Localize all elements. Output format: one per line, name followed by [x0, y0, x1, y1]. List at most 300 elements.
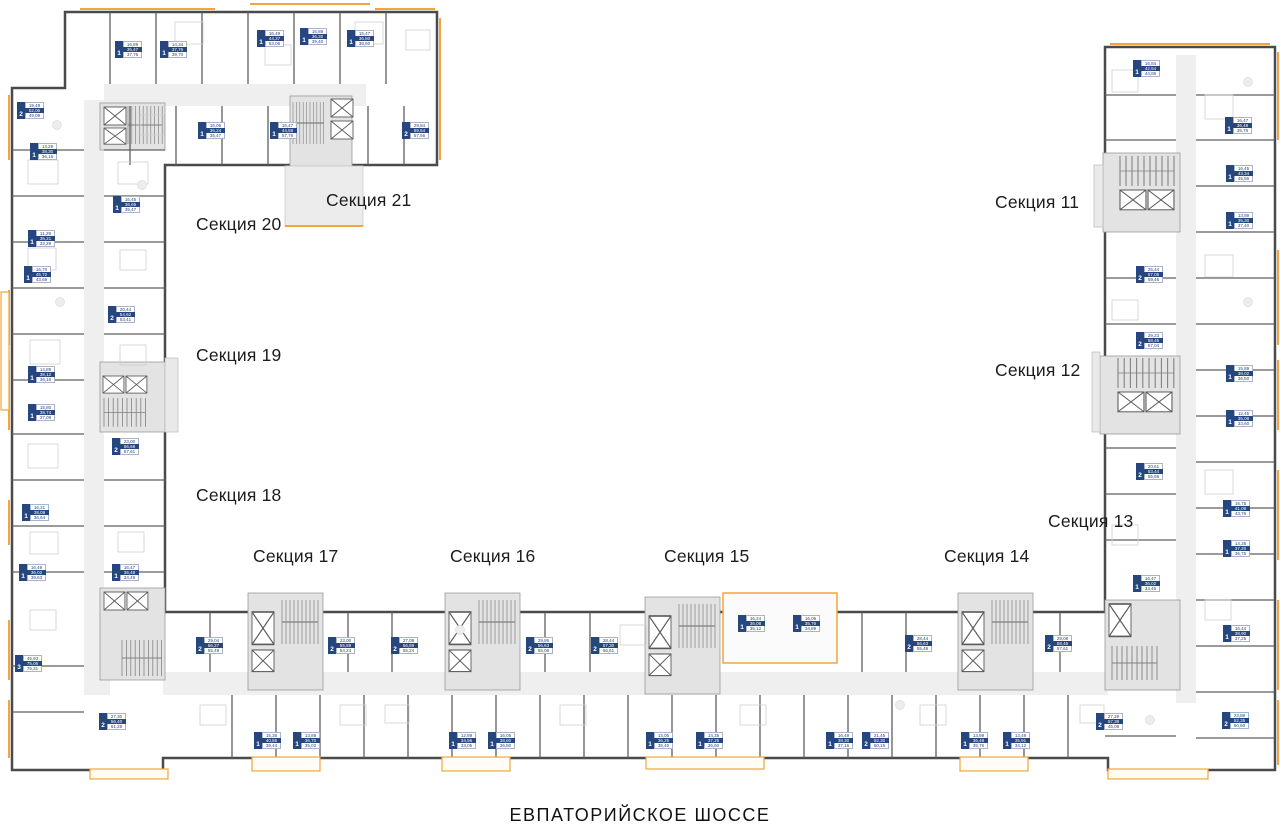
unit-areas — [1230, 712, 1249, 729]
unit-area-living: 16,45 — [121, 196, 140, 202]
street-label: ЕВПАТОРИЙСКОЕ ШОССЕ — [509, 805, 771, 825]
unit-area-with-balcony: 34,89 — [801, 626, 820, 632]
unit-areas — [1011, 732, 1030, 749]
unit-area-living: 14,35 — [1231, 540, 1250, 546]
unit-rooms-count: 2 — [391, 637, 399, 654]
unit-area-with-balcony: 39,40 — [308, 39, 327, 45]
unit-area-living: 11,29 — [36, 230, 55, 236]
unit-badge[interactable] — [15, 655, 42, 672]
unit-area-total: 35,47 — [123, 47, 142, 53]
unit-areas — [1104, 713, 1123, 730]
unit-area-living: 15,89 — [1234, 365, 1253, 371]
unit-area-with-balcony: 43,69 — [32, 277, 51, 283]
unit-badge[interactable] — [391, 637, 418, 654]
unit-area-total: 56,40 — [107, 719, 126, 725]
unit-badge[interactable] — [1222, 712, 1249, 729]
unit-rooms-count: 2 — [1136, 266, 1144, 283]
unit-badge[interactable] — [1226, 165, 1253, 182]
unit-area-total: 42,54 — [1141, 66, 1160, 72]
unit-area-living: 23,00 — [120, 438, 139, 444]
unit-area-total: 36,48 — [969, 738, 988, 744]
unit-area-total: 38,30 — [38, 149, 57, 155]
unit-area-total: 36,48 — [1233, 123, 1252, 129]
unit-badge[interactable] — [1136, 266, 1163, 283]
unit-rooms-count: 1 — [1223, 500, 1231, 517]
unit-area-with-balcony: 36,50 — [1234, 376, 1253, 382]
unit-area-living: 16,47 — [120, 564, 139, 570]
unit-areas — [801, 615, 820, 632]
unit-badge[interactable] — [1223, 540, 1250, 557]
unit-area-total: 38,02 — [1234, 371, 1253, 377]
unit-areas — [1141, 575, 1160, 592]
unit-rooms-count: 1 — [28, 366, 36, 383]
unit-area-with-balcony: 35,76 — [1233, 128, 1252, 134]
unit-areas — [36, 230, 55, 247]
unit-areas — [1234, 410, 1253, 427]
unit-areas — [1144, 266, 1163, 283]
unit-area-total: 56,89 — [399, 643, 418, 649]
unit-areas — [25, 102, 44, 119]
unit-rooms-count: 1 — [293, 732, 301, 749]
unit-area-with-balcony: 34,12 — [1011, 743, 1030, 749]
unit-area-total: 36,30 — [308, 34, 327, 40]
unit-area-living: 14,35 — [704, 732, 723, 738]
unit-rooms-count: 1 — [1226, 165, 1234, 182]
unit-area-living: 19,48 — [25, 102, 44, 108]
unit-rooms-count: 1 — [19, 564, 27, 581]
unit-area-with-balcony: 36,60 — [704, 743, 723, 749]
unit-area-total: 35,30 — [1234, 218, 1253, 224]
unit-area-living: 15,80 — [36, 404, 55, 410]
unit-areas — [870, 732, 889, 749]
unit-area-with-balcony: 35,47 — [206, 133, 225, 139]
unit-areas — [168, 41, 187, 58]
unit-areas — [120, 564, 139, 581]
unit-rooms-count: 1 — [826, 732, 834, 749]
unit-area-with-balcony: 37,09 — [36, 415, 55, 421]
unit-rooms-count: 2 — [905, 635, 913, 652]
unit-areas — [410, 122, 429, 139]
unit-rooms-count: 1 — [1226, 410, 1234, 427]
unit-rooms-count: 2 — [328, 637, 336, 654]
unit-area-living: 29,04 — [204, 637, 223, 643]
unit-area-total: 38,12 — [36, 372, 55, 378]
unit-badge[interactable] — [1133, 575, 1160, 592]
unit-area-living: 15,47 — [355, 30, 374, 36]
unit-badge[interactable] — [108, 306, 135, 323]
unit-area-living: 29,84 — [410, 122, 429, 128]
unit-badge[interactable] — [1223, 500, 1250, 517]
unit-area-with-balcony: 50,60 — [1230, 723, 1249, 729]
unit-area-total: 40,85 — [262, 738, 281, 744]
unit-badge[interactable] — [328, 637, 355, 654]
unit-rooms-count: 1 — [488, 732, 496, 749]
unit-area-with-balcony: 57,61 — [120, 449, 139, 455]
unit-area-total: 36,08 — [746, 621, 765, 627]
unit-badge[interactable] — [17, 102, 44, 119]
unit-badge[interactable] — [112, 438, 139, 455]
unit-area-total: 56,68 — [120, 444, 139, 450]
unit-badge[interactable] — [646, 732, 673, 749]
unit-area-total: 35,08 — [1234, 416, 1253, 422]
unit-area-total: 36,25 — [654, 738, 673, 744]
unit-area-with-balcony: 57,56 — [410, 133, 429, 139]
unit-rooms-count: 2 — [99, 713, 107, 730]
unit-area-with-balcony: 33,60 — [1234, 421, 1253, 427]
unit-area-total: 56,63 — [913, 641, 932, 647]
unit-rooms-count: 1 — [257, 30, 265, 47]
unit-area-living: 16,47 — [1233, 117, 1252, 123]
unit-area-living: 25,44 — [1144, 266, 1163, 272]
unit-area-living: 16,05 — [496, 732, 515, 738]
unit-rooms-count: 1 — [1223, 540, 1231, 557]
unit-rooms-count: 2 — [1096, 713, 1104, 730]
unit-area-with-balcony: 55,24 — [399, 648, 418, 654]
unit-area-total: 36,65 — [121, 202, 140, 208]
section-label: Секция 13 — [1048, 511, 1134, 531]
unit-area-with-balcony: 38,60 — [355, 41, 374, 47]
section-label: Секция 16 — [450, 546, 536, 566]
unit-area-with-balcony: 35,02 — [301, 743, 320, 749]
unit-rooms-count: 1 — [696, 732, 704, 749]
unit-area-total: 52,30 — [870, 738, 889, 744]
unit-area-total: 36,70 — [301, 738, 320, 744]
unit-badge[interactable] — [112, 564, 139, 581]
unit-badge[interactable] — [402, 122, 429, 139]
unit-area-living: 16,45 — [1234, 165, 1253, 171]
unit-badge[interactable] — [862, 732, 889, 749]
section-label: Секция 19 — [196, 345, 282, 365]
unit-badge[interactable] — [1226, 212, 1253, 229]
unit-areas — [336, 637, 355, 654]
unit-rooms-count: 1 — [1223, 625, 1231, 642]
unit-area-total: 38,90 — [1231, 631, 1250, 637]
unit-area-living: 16,89 — [308, 28, 327, 34]
unit-areas — [30, 504, 49, 521]
unit-badge[interactable] — [28, 404, 55, 421]
unit-areas — [746, 615, 765, 632]
unit-area-with-balcony: 34,49 — [120, 575, 139, 581]
unit-badge[interactable] — [28, 366, 55, 383]
unit-areas — [265, 30, 284, 47]
unit-area-with-balcony: 39,70 — [168, 52, 187, 58]
unit-badge[interactable] — [196, 637, 223, 654]
unit-area-total: 45,72 — [32, 272, 51, 278]
unit-areas — [1053, 635, 1072, 652]
unit-areas — [301, 732, 320, 749]
unit-badge[interactable] — [160, 41, 187, 58]
unit-areas — [1234, 212, 1253, 229]
unit-badge[interactable] — [1136, 332, 1163, 349]
unit-rooms-count: 1 — [646, 732, 654, 749]
unit-area-living: 14,89 — [36, 366, 55, 372]
unit-badge[interactable] — [961, 732, 988, 749]
unit-areas — [1233, 117, 1252, 134]
unit-areas — [308, 28, 327, 45]
section-label: Секция 12 — [995, 360, 1081, 380]
unit-area-with-balcony: 56,61 — [599, 648, 618, 654]
unit-area-with-balcony: 59,46 — [1144, 277, 1163, 283]
unit-area-living: 16,49 — [265, 30, 284, 36]
unit-area-total: 36,02 — [27, 570, 46, 576]
unit-area-with-balcony: 34,45 — [1141, 586, 1160, 592]
unit-badge[interactable] — [1096, 713, 1123, 730]
unit-badge[interactable] — [1223, 625, 1250, 642]
unit-area-with-balcony: 37,40 — [1234, 223, 1253, 229]
unit-area-living: 29,23 — [1144, 332, 1163, 338]
unit-area-total: 38,09 — [30, 510, 49, 516]
unit-areas — [204, 637, 223, 654]
unit-area-living: 16,49 — [834, 732, 853, 738]
unit-area-living: 12,89 — [457, 732, 476, 738]
unit-rooms-count: 2 — [591, 637, 599, 654]
unit-areas — [534, 637, 553, 654]
unit-badge[interactable] — [905, 635, 932, 652]
unit-badge[interactable] — [99, 713, 126, 730]
unit-area-living: 13,89 — [969, 732, 988, 738]
unit-area-with-balcony: 33,05 — [457, 743, 476, 749]
unit-rooms-count: 2 — [402, 122, 410, 139]
unit-area-total: 59,54 — [410, 128, 429, 134]
unit-areas — [120, 438, 139, 455]
unit-area-with-balcony: 39,63 — [27, 575, 46, 581]
unit-badge[interactable] — [1133, 60, 1160, 77]
unit-area-with-balcony: 44,85 — [1141, 71, 1160, 77]
unit-badge[interactable] — [1136, 463, 1163, 480]
unit-badge[interactable] — [19, 564, 46, 581]
unit-areas — [36, 404, 55, 421]
unit-area-living: 20,61 — [1144, 463, 1163, 469]
unit-area-with-balcony: 35,12 — [746, 626, 765, 632]
unit-area-living: 21,45 — [870, 732, 889, 738]
unit-badge[interactable] — [293, 732, 320, 749]
unit-rooms-count: 1 — [793, 615, 801, 632]
unit-area-total: 38,60 — [496, 738, 515, 744]
unit-badge[interactable] — [270, 122, 297, 139]
unit-areas — [654, 732, 673, 749]
unit-areas — [1234, 165, 1253, 182]
unit-areas — [1144, 332, 1163, 349]
unit-area-total: 56,63 — [534, 643, 553, 649]
unit-badge[interactable] — [591, 637, 618, 654]
unit-areas — [121, 196, 140, 213]
unit-areas — [1141, 60, 1160, 77]
unit-area-with-balcony: 53,06 — [265, 41, 284, 47]
unit-area-living: 28,44 — [913, 635, 932, 641]
unit-areas — [38, 143, 57, 160]
unit-areas — [32, 266, 51, 283]
unit-area-with-balcony: 35,76 — [969, 743, 988, 749]
unit-badge[interactable] — [1226, 410, 1253, 427]
unit-area-living: 23,89 — [1230, 712, 1249, 718]
unit-area-total: 37,20 — [1231, 546, 1250, 552]
unit-area-total: 54,62 — [116, 312, 135, 318]
unit-area-with-balcony: 54,24 — [336, 648, 355, 654]
unit-badge[interactable] — [257, 30, 284, 47]
unit-areas — [704, 732, 723, 749]
unit-rooms-count: 1 — [30, 143, 38, 160]
unit-area-total: 38,30 — [834, 738, 853, 744]
unit-area-total: 57,05 — [1144, 272, 1163, 278]
unit-area-with-balcony: 36,16 — [38, 154, 57, 160]
unit-areas — [107, 713, 126, 730]
unit-area-total: 52,06 — [25, 108, 44, 114]
unit-rooms-count: 1 — [961, 732, 969, 749]
unit-badge[interactable] — [30, 143, 57, 160]
unit-rooms-count: 1 — [112, 564, 120, 581]
unit-area-living: 12,45 — [1234, 410, 1253, 416]
unit-area-living: 13,49 — [1011, 732, 1030, 738]
unit-area-total: 41,08 — [1231, 506, 1250, 512]
unit-areas — [36, 366, 55, 383]
unit-area-with-balcony: 35,40 — [654, 743, 673, 749]
unit-badge[interactable] — [1003, 732, 1030, 749]
unit-areas — [399, 637, 418, 654]
unit-area-with-balcony: 37,76 — [123, 52, 142, 58]
unit-area-with-balcony: 33,29 — [36, 241, 55, 247]
unit-rooms-count: 1 — [1225, 117, 1233, 134]
section-label: Секция 11 — [995, 192, 1080, 212]
unit-badge[interactable] — [793, 615, 820, 632]
unit-area-with-balcony: 61,28 — [107, 724, 126, 730]
unit-area-with-balcony: 37,25 — [1231, 636, 1250, 642]
unit-area-total: 55,89 — [336, 643, 355, 649]
unit-rooms-count: 2 — [1222, 712, 1230, 729]
unit-badge[interactable] — [115, 41, 142, 58]
unit-area-total: 35,21 — [36, 236, 55, 242]
unit-area-total: 52,35 — [1230, 718, 1249, 724]
unit-badge[interactable] — [826, 732, 853, 749]
unit-area-with-balcony: 57,61 — [1053, 646, 1072, 652]
unit-area-total: 44,58 — [278, 128, 297, 134]
unit-rooms-count: 1 — [270, 122, 278, 139]
unit-area-total: 36,48 — [120, 570, 139, 576]
unit-area-with-balcony: 45,08 — [1104, 724, 1123, 730]
unit-rooms-count: 1 — [449, 732, 457, 749]
unit-area-living: 13,89 — [1234, 212, 1253, 218]
unit-badge[interactable] — [300, 28, 327, 45]
unit-badge[interactable] — [198, 122, 225, 139]
unit-rooms-count: 1 — [347, 30, 355, 47]
unit-area-with-balcony: 57,76 — [278, 133, 297, 139]
unit-rooms-count: 2 — [1045, 635, 1053, 652]
unit-area-total: 37,25 — [704, 738, 723, 744]
unit-area-living: 15,35 — [262, 732, 281, 738]
unit-rooms-count: 1 — [1003, 732, 1011, 749]
unit-rooms-count: 2 — [1136, 463, 1144, 480]
unit-rooms-count: 1 — [24, 266, 32, 283]
unit-rooms-count: 1 — [28, 230, 36, 247]
unit-area-living: 16,44 — [1231, 625, 1250, 631]
unit-areas — [834, 732, 853, 749]
unit-rooms-count: 1 — [22, 504, 30, 521]
unit-badge[interactable] — [449, 732, 476, 749]
unit-area-total: 56,27 — [204, 643, 223, 649]
section-label: Секция 18 — [196, 485, 282, 505]
unit-badge[interactable] — [738, 615, 765, 632]
unit-area-total: 57,38 — [1104, 719, 1123, 725]
unit-area-living: 13,29 — [38, 143, 57, 149]
unit-area-total: 44,37 — [265, 36, 284, 42]
unit-area-with-balcony: 57,04 — [1144, 343, 1163, 349]
unit-badge[interactable] — [696, 732, 723, 749]
unit-rooms-count: 2 — [862, 732, 870, 749]
unit-area-living: 16,70 — [32, 266, 51, 272]
unit-area-total: 58,45 — [1144, 338, 1163, 344]
unit-area-living: 29,86 — [534, 637, 553, 643]
unit-area-living: 29,08 — [1053, 635, 1072, 641]
unit-area-with-balcony: 55,06 — [534, 648, 553, 654]
unit-rooms-count: 3 — [15, 655, 23, 672]
unit-area-total: 36,80 — [355, 36, 374, 42]
unit-rooms-count: 1 — [115, 41, 123, 58]
unit-areas — [496, 732, 515, 749]
unit-areas — [457, 732, 476, 749]
unit-area-with-balcony: 37,16 — [834, 743, 853, 749]
unit-rooms-count: 1 — [1226, 212, 1234, 229]
unit-area-living: 16,06 — [801, 615, 820, 621]
unit-area-living: 16,24 — [746, 615, 765, 621]
unit-area-living: 27,30 — [107, 713, 126, 719]
unit-badge[interactable] — [488, 732, 515, 749]
unit-badge[interactable] — [1045, 635, 1072, 652]
unit-areas — [23, 655, 42, 672]
unit-badge[interactable] — [24, 266, 51, 283]
unit-area-total: 58,46 — [1053, 641, 1072, 647]
unit-area-living: 16,47 — [1141, 575, 1160, 581]
unit-area-with-balcony: 49,09 — [25, 113, 44, 119]
unit-areas — [1144, 463, 1163, 480]
stair-cores — [100, 96, 1180, 694]
unit-badge[interactable] — [22, 504, 49, 521]
unit-areas — [262, 732, 281, 749]
unit-area-total: 35,91 — [1011, 738, 1030, 744]
unit-badge[interactable] — [28, 230, 55, 247]
unit-badge[interactable] — [254, 732, 281, 749]
unit-rooms-count: 2 — [17, 102, 25, 119]
unit-area-living: 16,49 — [27, 564, 46, 570]
unit-badge[interactable] — [526, 637, 553, 654]
section-label: Секция 20 — [196, 214, 282, 234]
unit-area-living: 16,05 — [206, 122, 225, 128]
unit-area-living: 16,89 — [123, 41, 142, 47]
unit-area-with-balcony: 55,49 — [913, 646, 932, 652]
unit-badge[interactable] — [113, 196, 140, 213]
unit-area-living: 14,34 — [168, 41, 187, 47]
unit-badge[interactable] — [347, 30, 374, 47]
unit-areas — [123, 41, 142, 58]
unit-areas — [913, 635, 932, 652]
unit-area-total: 34,56 — [457, 738, 476, 744]
unit-area-total: 57,30 — [599, 643, 618, 649]
unit-rooms-count: 2 — [108, 306, 116, 323]
unit-area-living: 13,05 — [654, 732, 673, 738]
unit-areas — [599, 637, 618, 654]
unit-area-with-balcony: 36,75 — [1231, 551, 1250, 557]
unit-areas — [27, 564, 46, 581]
unit-rooms-count: 1 — [160, 41, 168, 58]
unit-area-living: 27,08 — [399, 637, 418, 643]
unit-areas — [1234, 365, 1253, 382]
unit-area-with-balcony: 39,44 — [262, 743, 281, 749]
unit-rooms-count: 1 — [300, 28, 308, 45]
section-label: Секция 15 — [664, 546, 750, 566]
unit-badge[interactable] — [1225, 117, 1252, 134]
unit-badge[interactable] — [1226, 365, 1253, 382]
unit-areas — [1231, 500, 1250, 517]
unit-areas — [355, 30, 374, 47]
unit-area-living: 45,93 — [23, 655, 42, 661]
